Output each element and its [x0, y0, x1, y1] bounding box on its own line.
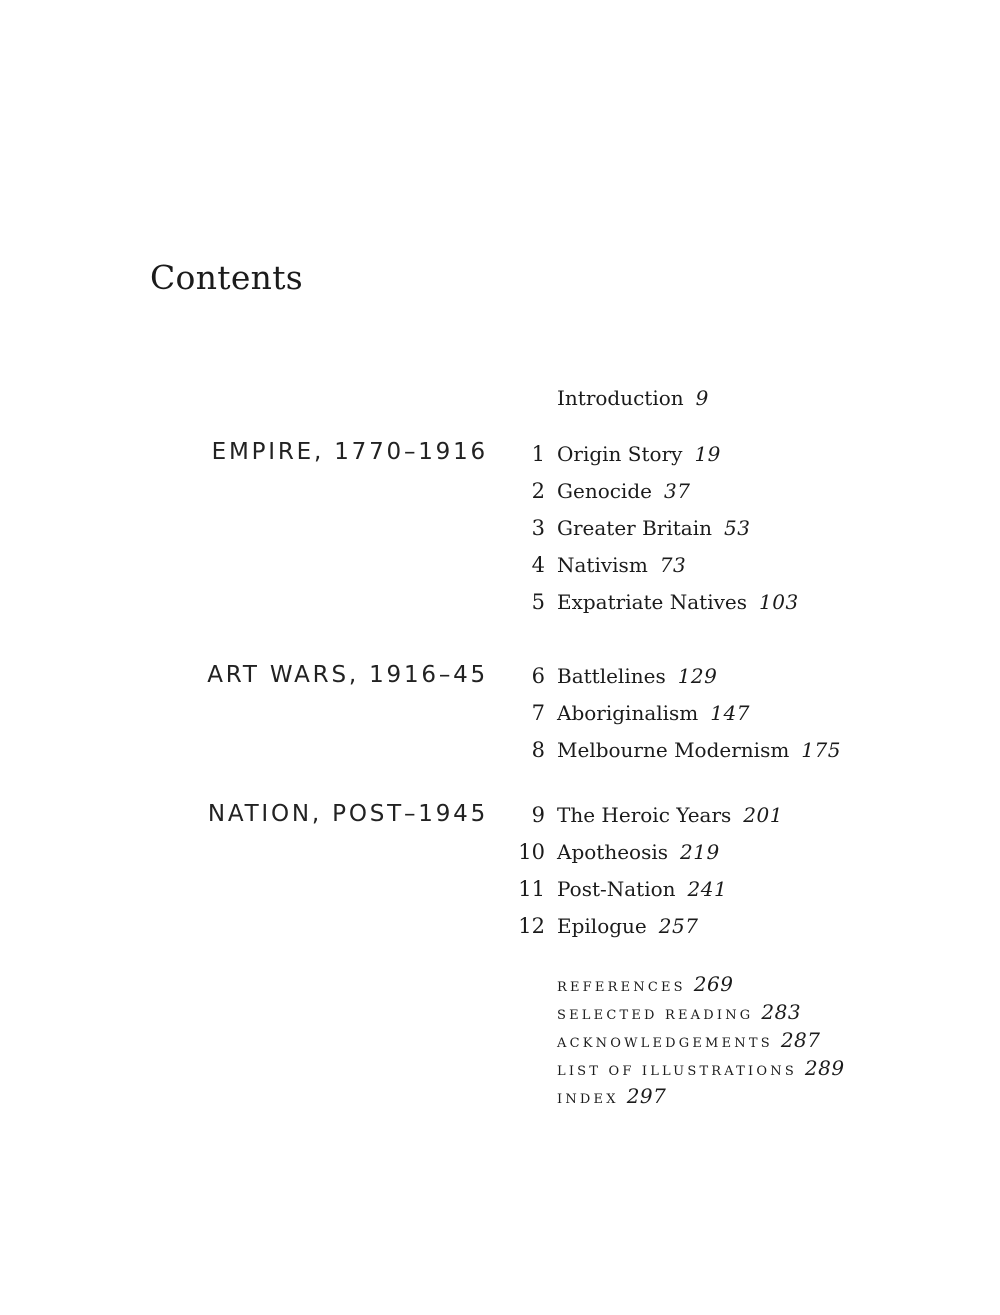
toc-entry-chapter-12[interactable]	[557, 911, 698, 941]
toc-entry-page: 73	[659, 553, 687, 577]
toc-entry-title: Apotheosis	[557, 840, 669, 864]
chapter-number: 6	[531, 664, 545, 688]
page-title: Contents	[150, 258, 304, 297]
toc-entry-title: Expatriate Natives	[557, 590, 748, 614]
toc-entry-title: SELECTED READING	[557, 1008, 754, 1023]
chapter-number: 1	[531, 442, 545, 466]
chapter-number: 5	[531, 590, 545, 614]
toc-entry-title: LIST OF ILLUSTRATIONS	[557, 1064, 797, 1079]
part-label-art-wars: ART WARS, 1916–45	[207, 662, 488, 688]
toc-entry-title: REFERENCES	[557, 980, 686, 995]
toc-entry-chapter-10[interactable]	[557, 837, 720, 867]
toc-entry-chapter-1[interactable]	[557, 439, 721, 469]
toc-entry-title: Genocide	[557, 479, 652, 503]
toc-entry-page: 37	[663, 479, 691, 503]
chapter-number: 9	[531, 803, 545, 827]
toc-entry-list-of-illustrations[interactable]	[557, 1056, 845, 1084]
toc-entry-page: 103	[759, 590, 799, 614]
toc-entry-title: Greater Britain	[557, 516, 712, 540]
toc-entry-chapter-11[interactable]	[557, 874, 727, 904]
chapter-number: 2	[531, 479, 545, 503]
chapter-number: 7	[531, 701, 545, 725]
chapter-number: 3	[531, 516, 545, 540]
toc-entry-chapter-9[interactable]	[557, 800, 783, 830]
part-label-empire: EMPIRE, 1770–1916	[211, 439, 488, 465]
toc-entry-page: 175	[801, 738, 841, 762]
toc-entry-page: 129	[677, 664, 718, 688]
toc-entry-page: 257	[658, 914, 699, 938]
toc-entry-page: 269	[693, 972, 734, 996]
chapter-number: 4	[531, 553, 545, 577]
toc-entry-page: 297	[626, 1084, 667, 1108]
toc-entry-page: 241	[687, 877, 728, 901]
toc-entry-page: 287	[780, 1028, 821, 1052]
toc-entry-title: Battlelines	[557, 664, 666, 688]
toc-entry-page: 147	[710, 701, 750, 725]
toc-entry-page: 19	[694, 442, 721, 466]
toc-entry-selected-reading[interactable]	[557, 1000, 801, 1028]
chapter-number: 12	[518, 914, 545, 938]
toc-entry-title: The Heroic Years	[557, 803, 732, 827]
toc-entry-references[interactable]	[557, 972, 733, 1000]
toc-entry-acknowledgements[interactable]	[557, 1028, 821, 1056]
toc-entry-chapter-6[interactable]	[557, 661, 717, 691]
toc-entry-chapter-8[interactable]	[557, 735, 841, 765]
toc-entry-page: 53	[723, 516, 751, 540]
part-label-nation: NATION, POST–1945	[207, 801, 488, 827]
toc-entry-chapter-4[interactable]	[557, 550, 686, 580]
toc-entry-page: 289	[804, 1056, 845, 1080]
toc-entry-chapter-7[interactable]	[557, 698, 750, 728]
chapter-number: 8	[531, 738, 545, 762]
toc-entry-page: 201	[743, 803, 783, 827]
toc-entry-title: Epilogue	[557, 914, 647, 938]
toc-entry-chapter-2[interactable]	[557, 476, 690, 506]
chapter-number: 11	[518, 877, 545, 901]
toc-entry-page: 9	[695, 386, 709, 410]
toc-entry-title: Nativism	[557, 553, 648, 577]
toc-entry-title: Post-Nation	[557, 877, 676, 901]
toc-entry-title: Aboriginalism	[557, 701, 699, 725]
toc-entry-page: 283	[761, 1000, 802, 1024]
toc-entry-title: Melbourne Modernism	[557, 738, 790, 762]
toc-entry-chapter-5[interactable]	[557, 587, 799, 617]
toc-entry-introduction[interactable]	[557, 383, 709, 413]
toc-entry-title: Introduction	[557, 386, 684, 410]
toc-entry-title: INDEX	[557, 1092, 619, 1107]
toc-entry-index[interactable]	[557, 1084, 666, 1112]
chapter-number: 10	[518, 840, 545, 864]
toc-entry-page: 219	[680, 840, 720, 864]
toc-entry-title: ACKNOWLEDGEMENTS	[557, 1036, 773, 1051]
toc-entry-chapter-3[interactable]	[557, 513, 750, 543]
toc-entry-title: Origin Story	[557, 442, 683, 466]
